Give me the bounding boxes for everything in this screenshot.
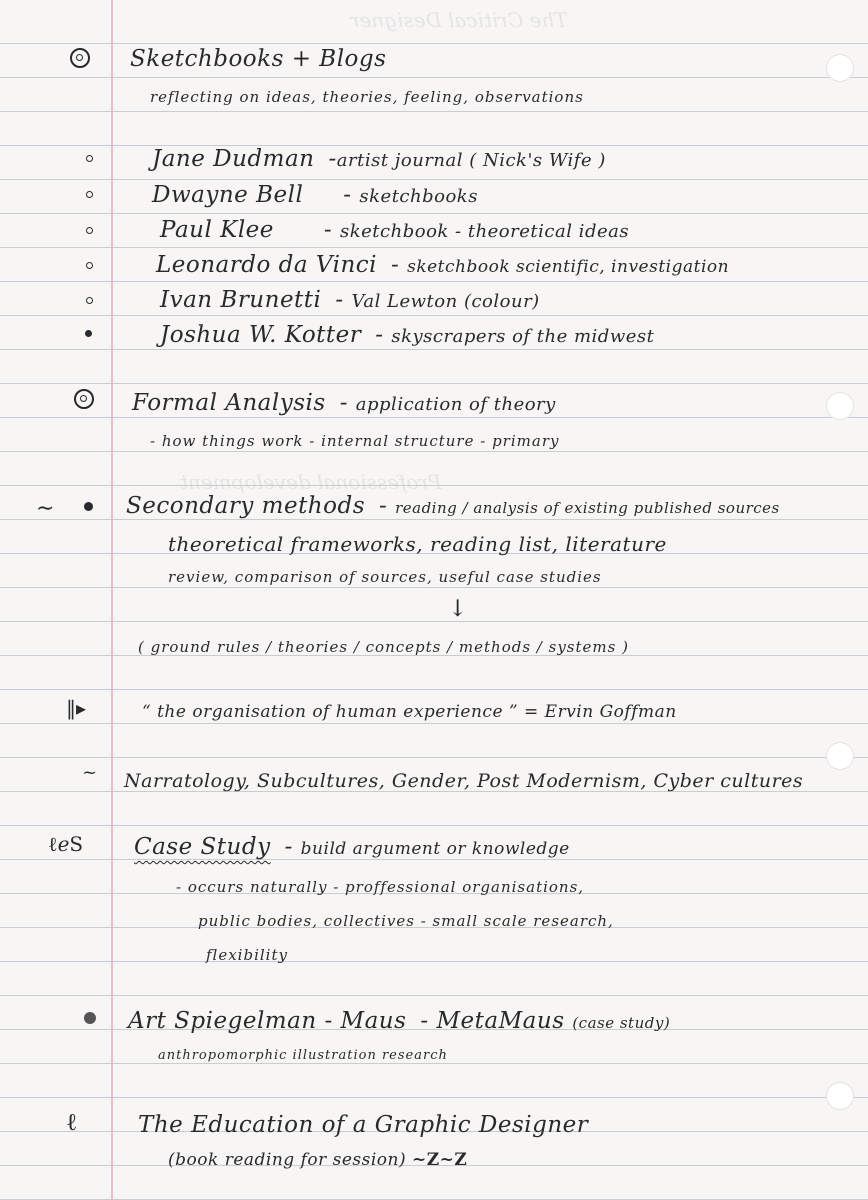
- punch-hole: [826, 1082, 854, 1110]
- section-title: [134, 834, 570, 860]
- list-item: [160, 322, 654, 348]
- person-name: Ivan Brunetti: [160, 287, 322, 313]
- item-description: Val Lewton (colour): [351, 291, 540, 312]
- section-note: (book reading for session): [168, 1150, 407, 1170]
- list-item: [160, 287, 540, 313]
- person-name: Leonardo da Vinci: [156, 252, 377, 278]
- tilde-doodle-icon: ~: [82, 762, 98, 783]
- play-doodle-icon: ‖▸: [66, 696, 87, 720]
- margin-line: [111, 0, 113, 1200]
- separator: -: [420, 1008, 429, 1034]
- down-arrow-icon: ↓: [448, 596, 468, 622]
- list-item: [152, 182, 478, 208]
- section-line: [168, 1150, 467, 1170]
- section-title-text: Formal Analysis: [132, 390, 326, 416]
- item-description: sketchbook - theoretical ideas: [340, 221, 630, 242]
- separator: -: [335, 287, 344, 313]
- signature-doodle-icon: ℓ: [66, 1108, 78, 1136]
- squiggle-doodle-icon: ∼: [36, 496, 55, 521]
- separator: -: [343, 182, 352, 208]
- bullet-icon: [86, 262, 93, 269]
- spiral-doodle-icon: [74, 389, 94, 409]
- section-title: Sketchbooks + Blogs: [130, 46, 387, 72]
- scribble-doodle-icon: ℓℯS: [48, 832, 84, 856]
- section-title-text: Case Study: [134, 834, 271, 860]
- quote-text: “ the organisation of human experience ”: [142, 702, 519, 722]
- person-name: Jane Dudman: [152, 146, 315, 172]
- punch-hole: [826, 54, 854, 82]
- section-line: theoretical frameworks, reading list, literature: [168, 532, 667, 556]
- bullet-icon: [86, 191, 93, 198]
- spiral-doodle-icon: [70, 48, 90, 68]
- bullet-icon: [84, 502, 93, 511]
- separator: -: [284, 834, 293, 860]
- separator: -: [323, 217, 333, 243]
- show-through-text: The Critical Designer: [350, 8, 568, 32]
- punch-hole: [826, 392, 854, 420]
- bullet-icon: [86, 155, 93, 162]
- bullet-icon: [84, 1012, 96, 1024]
- list-item: [160, 217, 629, 243]
- person-name: Dwayne Bell: [152, 182, 304, 208]
- separator: -: [339, 390, 348, 416]
- section-title: [132, 390, 556, 416]
- bullet-icon: [86, 227, 93, 234]
- section-line: review, comparison of sources, useful case studies: [168, 568, 602, 586]
- section-title: [126, 493, 780, 519]
- list-item: [156, 252, 729, 278]
- punch-hole: [826, 742, 854, 770]
- section-line: - occurs naturally - proffessional organisations,: [176, 878, 585, 896]
- section-line: anthropomorphic illustration research: [158, 1048, 448, 1063]
- item-description: sketchbooks: [359, 186, 478, 207]
- section-title-text: Art Spiegelman - Maus: [128, 1008, 407, 1034]
- section-title-text: Secondary methods: [126, 493, 365, 519]
- bullet-icon: [85, 330, 92, 337]
- section-description: reading / analysis of existing published sources: [395, 499, 780, 517]
- section-description: build argument or knowledge: [300, 839, 570, 859]
- show-through-text: Professional development: [180, 470, 442, 494]
- quote-line: [142, 702, 677, 722]
- section-line: flexibility: [206, 946, 288, 964]
- topics-line: Narratology, Subcultures, Gender, Post Modernism, Cyber cultures: [124, 770, 804, 792]
- section-title: [128, 1008, 670, 1034]
- person-name: Paul Klee: [160, 217, 274, 243]
- section-description: MetaMaus: [436, 1008, 565, 1034]
- person-name: Joshua W. Kotter: [160, 322, 362, 348]
- item-description: artist journal ( Nick's Wife ): [336, 150, 606, 171]
- item-description: sketchbook scientific, investigation: [407, 257, 730, 277]
- section-line: public bodies, collectives - small scale research,: [198, 912, 614, 930]
- bullet-icon: [86, 297, 93, 304]
- list-item: [152, 146, 606, 172]
- section-description: application of theory: [355, 394, 556, 415]
- separator: -: [379, 493, 388, 519]
- separator: -: [391, 252, 400, 278]
- section-note: (case study): [572, 1014, 671, 1032]
- item-description: skyscrapers of the midwest: [391, 326, 655, 347]
- zigzag-doodle-icon: ~Z~Z: [412, 1150, 468, 1170]
- ground-rules-line: ( ground rules / theories / concepts / methods / systems ): [138, 638, 629, 656]
- section-title: The Education of a Graphic Designer: [138, 1112, 589, 1138]
- quote-attribution: = Ervin Goffman: [524, 702, 677, 722]
- separator: -: [328, 146, 337, 172]
- section-subtext: - how things work - internal structure - primary: [150, 432, 560, 450]
- separator: -: [375, 322, 384, 348]
- section-subtitle: reflecting on ideas, theories, feeling, observations: [150, 88, 584, 106]
